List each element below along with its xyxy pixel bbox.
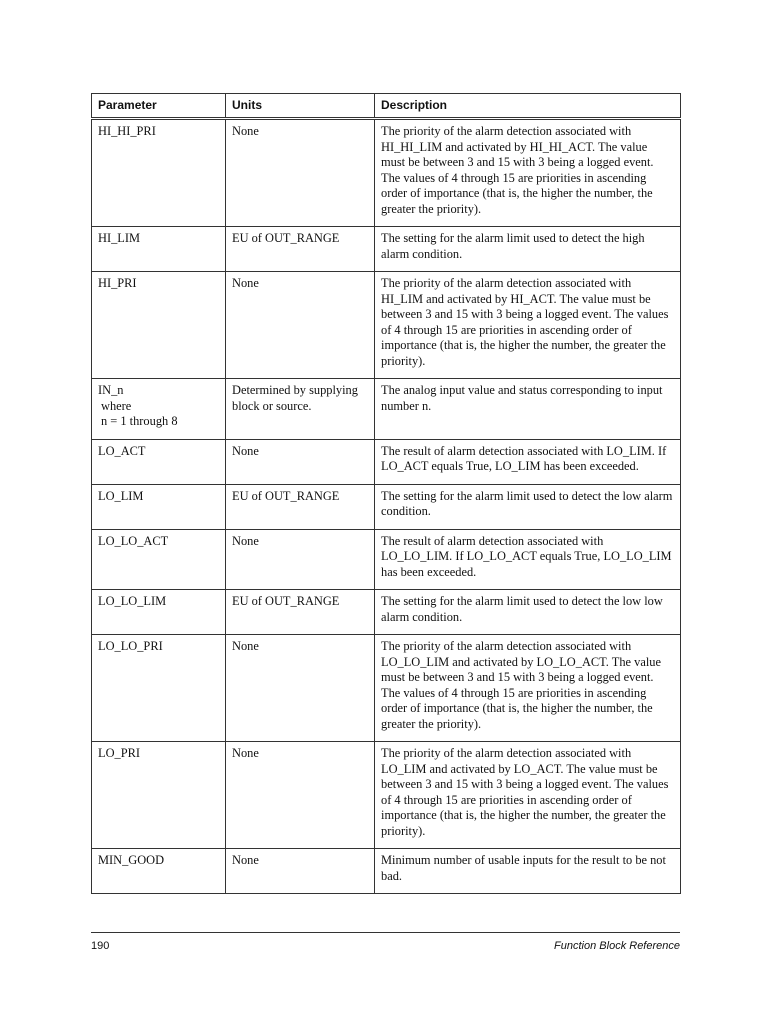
table-row — [92, 439, 681, 484]
units-cell: EU of OUT_RANGE — [226, 227, 375, 272]
description-cell: The result of alarm detection associated with LO_LO_LIM. If LO_LO_ACT equals True, LO_LO_LIM has been exceeded. — [375, 529, 681, 590]
parameter-cell: MIN_GOOD — [92, 849, 226, 894]
page-number: 190 — [91, 940, 110, 952]
table-header-row — [92, 94, 681, 119]
description-cell: The setting for the alarm limit used to detect the low alarm condition. — [375, 484, 681, 529]
parameter-cell: LO_LIM — [92, 484, 226, 529]
parameter-line: where — [101, 398, 132, 413]
table-row — [92, 590, 681, 635]
header-parameter: Parameter — [92, 94, 226, 119]
table-row — [92, 119, 681, 227]
table-row — [92, 742, 681, 849]
table-row — [92, 379, 681, 440]
description-cell: The setting for the alarm limit used to detect the low low alarm condition. — [375, 590, 681, 635]
header-description: Description — [375, 94, 681, 119]
parameter-cell: LO_LO_PRI — [92, 635, 226, 742]
parameter-cell — [92, 379, 226, 440]
units-cell: None — [226, 272, 375, 379]
units-cell: EU of OUT_RANGE — [226, 484, 375, 529]
description-cell: Minimum number of usable inputs for the result to be not bad. — [375, 849, 681, 894]
description-cell: The priority of the alarm detection associated with HI_LIM and activated by HI_ACT. The value must be between 3 and 15 with 3 being a logged event. The values of 4 through 15 are priorities in ascending order of importance (that is, the higher the number, the greater the priority). — [375, 272, 681, 379]
description-cell: The priority of the alarm detection associated with LO_LO_LIM and activated by LO_LO_ACT. The value must be between 3 and 15 with 3 being a logged event. The values of 4 through 15 are priorities in ascending order of importance (that is, the higher the number, the greater the priority). — [375, 635, 681, 742]
units-cell: Determined by supplying block or source. — [226, 379, 375, 440]
footer-divider — [91, 932, 680, 933]
document-title: Function Block Reference — [554, 940, 680, 952]
parameter-cell: HI_HI_PRI — [92, 119, 226, 227]
description-cell: The result of alarm detection associated with LO_LIM. If LO_ACT equals True, LO_LIM has been exceeded. — [375, 439, 681, 484]
units-cell: None — [226, 849, 375, 894]
units-cell: None — [226, 635, 375, 742]
units-cell: None — [226, 119, 375, 227]
table-row — [92, 635, 681, 742]
table-row — [92, 529, 681, 590]
table-row — [92, 484, 681, 529]
table-row — [92, 227, 681, 272]
description-cell: The priority of the alarm detection associated with LO_LIM and activated by LO_ACT. The value must be between 3 and 15 with 3 being a logged event. The values of 4 through 15 are priorities in ascending order of importance (that is, the higher the number, the greater the priority). — [375, 742, 681, 849]
description-cell: The priority of the alarm detection associated with HI_HI_LIM and activated by HI_HI_ACT. The value must be between 3 and 15 with 3 being a logged event. The values of 4 through 15 are priorities in ascending order of importance (that is, the higher the number, the greater the priority). — [375, 119, 681, 227]
units-cell: None — [226, 742, 375, 849]
units-cell: None — [226, 529, 375, 590]
parameter-line: IN_n — [98, 383, 124, 397]
description-cell: The analog input value and status corresponding to input number n. — [375, 379, 681, 440]
parameter-cell: LO_LO_LIM — [92, 590, 226, 635]
units-cell: None — [226, 439, 375, 484]
description-cell: The setting for the alarm limit used to detect the high alarm condition. — [375, 227, 681, 272]
parameter-cell: LO_LO_ACT — [92, 529, 226, 590]
parameter-cell: LO_ACT — [92, 439, 226, 484]
table-row — [92, 849, 681, 894]
header-units: Units — [226, 94, 375, 119]
parameter-cell: HI_PRI — [92, 272, 226, 379]
parameter-table — [91, 93, 681, 894]
parameter-line: n = 1 through 8 — [101, 414, 178, 428]
units-cell: EU of OUT_RANGE — [226, 590, 375, 635]
parameter-cell: HI_LIM — [92, 227, 226, 272]
table-row — [92, 272, 681, 379]
parameter-cell: LO_PRI — [92, 742, 226, 849]
